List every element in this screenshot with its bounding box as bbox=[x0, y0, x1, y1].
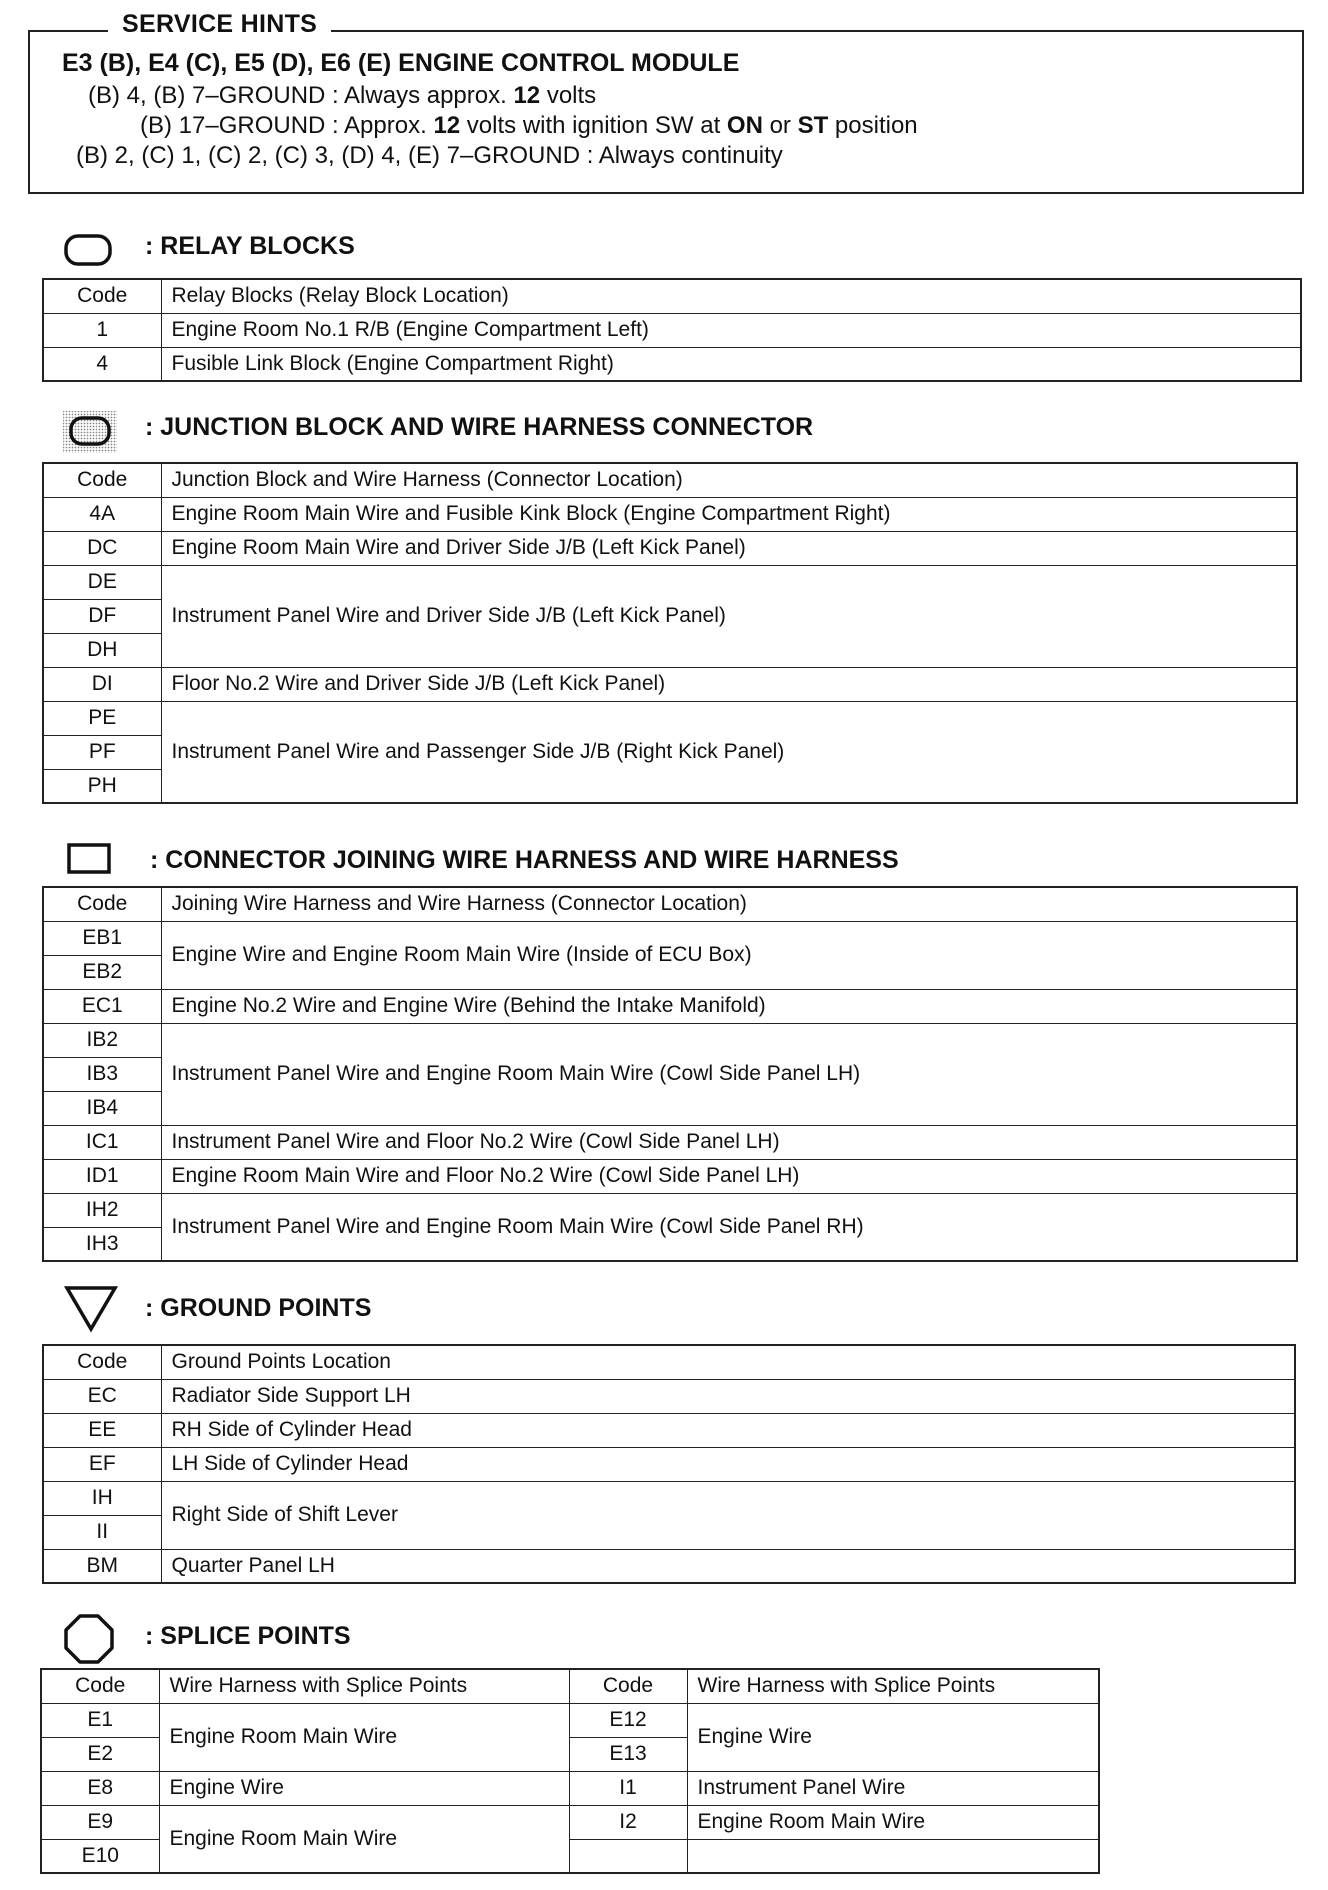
column-header-code: Code bbox=[43, 887, 161, 921]
row-description: Instrument Panel Wire bbox=[687, 1771, 1099, 1805]
square-icon bbox=[66, 842, 114, 876]
row-code: EE bbox=[43, 1413, 161, 1447]
service-hint-line-2: (B) 17–GROUND : Approx. 12 volts with ignition SW at ON or ST position bbox=[140, 112, 918, 139]
service-hints-title: E3 (B), E4 (C), E5 (D), E6 (E) ENGINE CONTROL MODULE bbox=[62, 49, 740, 77]
row-description: RH Side of Cylinder Head bbox=[161, 1413, 1295, 1447]
table-header-row bbox=[43, 463, 1297, 497]
column-header-location: Junction Block and Wire Harness (Connector Location) bbox=[161, 463, 1297, 497]
table-row bbox=[43, 1447, 1295, 1481]
table-row bbox=[43, 1125, 1297, 1159]
table-header-row bbox=[43, 1345, 1295, 1379]
row-code: 4 bbox=[43, 347, 161, 381]
table-row bbox=[43, 531, 1297, 565]
service-hint-line-1: (B) 4, (B) 7–GROUND : Always approx. 12 volts bbox=[88, 82, 597, 109]
row-code: E9 bbox=[41, 1805, 159, 1839]
row-description: Fusible Link Block (Engine Compartment Right) bbox=[161, 347, 1301, 381]
octagon-icon bbox=[62, 1612, 116, 1666]
row-description: Engine Room Main Wire and Driver Side J/B (Left Kick Panel) bbox=[161, 531, 1297, 565]
row-code: EF bbox=[43, 1447, 161, 1481]
connectors-title: : CONNECTOR JOINING WIRE HARNESS AND WIRE HARNESS bbox=[150, 846, 899, 874]
table-header-row bbox=[41, 1669, 1099, 1703]
relay-blocks-title: : RELAY BLOCKS bbox=[145, 232, 355, 260]
ground-points-table bbox=[42, 1344, 1296, 1584]
table-row bbox=[43, 347, 1301, 381]
relay-blocks-table bbox=[42, 278, 1302, 382]
row-description: Engine Room Main Wire bbox=[159, 1703, 569, 1771]
table-row bbox=[43, 1549, 1295, 1583]
service-hint-line-3: (B) 2, (C) 1, (C) 2, (C) 3, (D) 4, (E) 7–GROUND : Always continuity bbox=[76, 142, 783, 169]
row-code: DF bbox=[43, 599, 161, 633]
row-code: ID1 bbox=[43, 1159, 161, 1193]
row-description: Instrument Panel Wire and Engine Room Main Wire (Cowl Side Panel LH) bbox=[161, 1023, 1297, 1125]
row-code: PF bbox=[43, 735, 161, 769]
row-code: IH2 bbox=[43, 1193, 161, 1227]
row-description: Engine Room Main Wire and Fusible Kink Block (Engine Compartment Right) bbox=[161, 497, 1297, 531]
row-description: Instrument Panel Wire and Passenger Side J/B (Right Kick Panel) bbox=[161, 701, 1297, 803]
row-description: Floor No.2 Wire and Driver Side J/B (Left Kick Panel) bbox=[161, 667, 1297, 701]
row-code: 1 bbox=[43, 313, 161, 347]
row-code: IH3 bbox=[43, 1227, 161, 1261]
column-header-wire-harness: Wire Harness with Splice Points bbox=[159, 1669, 569, 1703]
column-header-code: Code bbox=[43, 1345, 161, 1379]
row-description: Engine Room Main Wire and Floor No.2 Wire (Cowl Side Panel LH) bbox=[161, 1159, 1297, 1193]
table-row bbox=[43, 989, 1297, 1023]
row-code: E13 bbox=[569, 1737, 687, 1771]
table-row bbox=[43, 701, 1297, 735]
table-row bbox=[43, 1481, 1295, 1515]
table-row bbox=[43, 565, 1297, 599]
column-header-code: Code bbox=[569, 1669, 687, 1703]
row-description: Radiator Side Support LH bbox=[161, 1379, 1295, 1413]
column-header-code: Code bbox=[43, 463, 161, 497]
row-code: I2 bbox=[569, 1805, 687, 1839]
table-row bbox=[43, 497, 1297, 531]
row-code: IC1 bbox=[43, 1125, 161, 1159]
table-row bbox=[43, 1379, 1295, 1413]
table-row bbox=[43, 313, 1301, 347]
row-code: IB4 bbox=[43, 1091, 161, 1125]
row-code: IB3 bbox=[43, 1057, 161, 1091]
table-header-row bbox=[43, 279, 1301, 313]
row-code: PE bbox=[43, 701, 161, 735]
row-description: Engine Room No.1 R/B (Engine Compartment Left) bbox=[161, 313, 1301, 347]
column-header-location: Joining Wire Harness and Wire Harness (Connector Location) bbox=[161, 887, 1297, 921]
row-code: IH bbox=[43, 1481, 161, 1515]
inverted-triangle-icon bbox=[62, 1283, 120, 1333]
column-header-location: Ground Points Location bbox=[161, 1345, 1295, 1379]
row-description: Engine Wire and Engine Room Main Wire (Inside of ECU Box) bbox=[161, 921, 1297, 989]
column-header-location: Relay Blocks (Relay Block Location) bbox=[161, 279, 1301, 313]
row-description: Quarter Panel LH bbox=[161, 1549, 1295, 1583]
row-description: Engine Room Main Wire bbox=[687, 1805, 1099, 1839]
row-description: Right Side of Shift Lever bbox=[161, 1481, 1295, 1549]
table-row bbox=[41, 1805, 1099, 1839]
row-code bbox=[569, 1839, 687, 1873]
row-description: Engine Room Main Wire bbox=[159, 1805, 569, 1873]
row-code: E10 bbox=[41, 1839, 159, 1873]
row-code: EB2 bbox=[43, 955, 161, 989]
junction-blocks-title: : JUNCTION BLOCK AND WIRE HARNESS CONNECTOR bbox=[145, 413, 814, 441]
column-header-code: Code bbox=[41, 1669, 159, 1703]
row-code: EC bbox=[43, 1379, 161, 1413]
table-header-row bbox=[43, 887, 1297, 921]
row-code: E1 bbox=[41, 1703, 159, 1737]
row-code: EC1 bbox=[43, 989, 161, 1023]
row-code: E2 bbox=[41, 1737, 159, 1771]
row-code: PH bbox=[43, 769, 161, 803]
row-code: II bbox=[43, 1515, 161, 1549]
row-code: DE bbox=[43, 565, 161, 599]
row-description: Engine Wire bbox=[687, 1703, 1099, 1771]
table-row bbox=[43, 667, 1297, 701]
column-header-code: Code bbox=[43, 279, 161, 313]
table-row bbox=[43, 921, 1297, 955]
row-code: IB2 bbox=[43, 1023, 161, 1057]
ground-points-title: : GROUND POINTS bbox=[145, 1294, 372, 1322]
row-description: Instrument Panel Wire and Floor No.2 Wire (Cowl Side Panel LH) bbox=[161, 1125, 1297, 1159]
row-description: Instrument Panel Wire and Engine Room Main Wire (Cowl Side Panel RH) bbox=[161, 1193, 1297, 1261]
row-code: I1 bbox=[569, 1771, 687, 1805]
table-row bbox=[43, 1023, 1297, 1057]
row-description bbox=[687, 1839, 1099, 1873]
table-row bbox=[43, 1159, 1297, 1193]
row-code: 4A bbox=[43, 497, 161, 531]
table-row bbox=[41, 1703, 1099, 1737]
row-code: E8 bbox=[41, 1771, 159, 1805]
row-description: LH Side of Cylinder Head bbox=[161, 1447, 1295, 1481]
shaded-rounded-rectangle-icon bbox=[62, 410, 118, 454]
splice-points-table bbox=[40, 1668, 1100, 1874]
column-header-wire-harness: Wire Harness with Splice Points bbox=[687, 1669, 1099, 1703]
row-code: E12 bbox=[569, 1703, 687, 1737]
junction-blocks-table bbox=[42, 462, 1298, 804]
splice-points-title: : SPLICE POINTS bbox=[145, 1622, 351, 1650]
row-code: DC bbox=[43, 531, 161, 565]
rounded-rectangle-icon bbox=[62, 232, 114, 268]
table-row bbox=[43, 1413, 1295, 1447]
row-description: Engine Wire bbox=[159, 1771, 569, 1805]
connectors-table bbox=[42, 886, 1298, 1262]
row-description: Engine No.2 Wire and Engine Wire (Behind the Intake Manifold) bbox=[161, 989, 1297, 1023]
row-code: BM bbox=[43, 1549, 161, 1583]
table-row bbox=[43, 1193, 1297, 1227]
row-code: EB1 bbox=[43, 921, 161, 955]
table-row bbox=[41, 1771, 1099, 1805]
row-code: DI bbox=[43, 667, 161, 701]
row-description: Instrument Panel Wire and Driver Side J/B (Left Kick Panel) bbox=[161, 565, 1297, 667]
row-code: DH bbox=[43, 633, 161, 667]
service-hints-legend: SERVICE HINTS bbox=[108, 10, 331, 39]
